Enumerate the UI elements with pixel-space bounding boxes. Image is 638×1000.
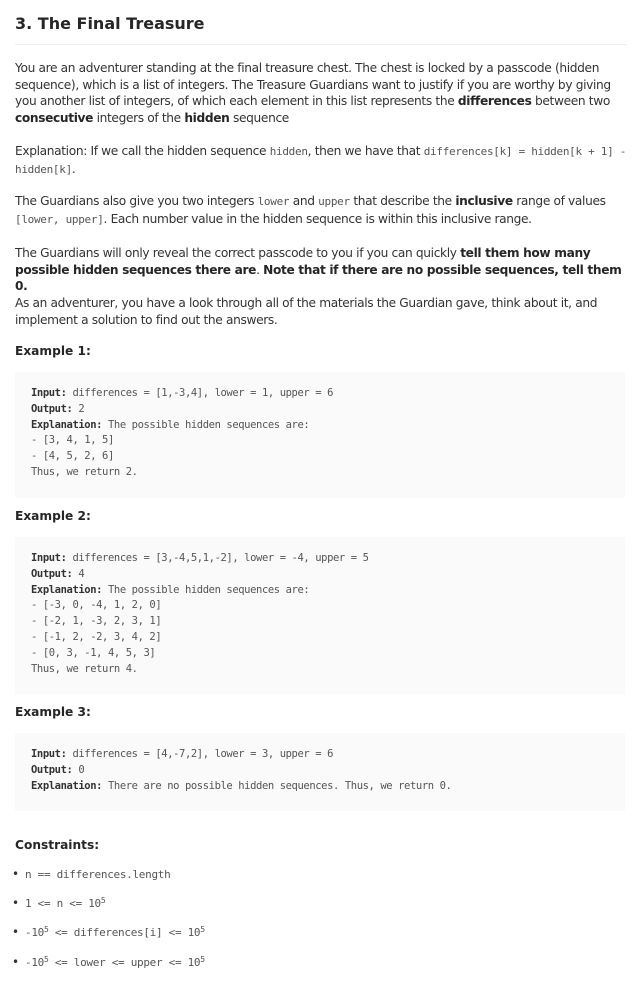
example-1-input-label: Input: <box>31 387 67 399</box>
constraint-text: -10 <box>25 926 44 939</box>
adventurer-paragraph: As an adventurer, you have a look through all of the materials the Guardian gave, think about it, and implement a solution to find out the answers. <box>15 296 598 327</box>
intro-text-2: between two <box>531 94 610 108</box>
reveal-bold-2: Note that if there are no possible sequences, tell them 0. <box>15 262 622 293</box>
example-3-output: 0 <box>72 763 85 776</box>
example-1-input: differences = [1,-3,4], lower = 1, upper = 6 <box>66 387 334 399</box>
example-1-line: - [4, 5, 2, 6] <box>31 450 114 463</box>
explanation-code-hidden: hidden <box>269 145 308 158</box>
constraint-text: 1 <= n <= 10 <box>25 897 101 910</box>
example-2-block <box>15 537 625 694</box>
constraint-item <box>25 926 205 939</box>
page-title: 3. The Final Treasure <box>15 0 627 45</box>
explanation-code-formula: differences[k] = hidden[k + 1] - hidden[k] <box>15 145 627 176</box>
constraint-item <box>25 956 205 969</box>
guardians-paragraph <box>15 193 629 228</box>
reveal-paragraph <box>15 245 629 295</box>
constraint-superscript: 5 <box>43 925 49 934</box>
explanation-text-1: Explanation: If we call the hidden sequence <box>15 144 270 158</box>
example-1-explanation: The possible hidden sequences are: <box>102 418 310 431</box>
guardians-text-5: . Each number value in the hidden sequence is within this inclusive range. <box>103 211 532 226</box>
guardians-code-lower: lower <box>257 195 290 208</box>
example-2-line: - [-2, 1, -3, 2, 3, 1] <box>31 615 162 628</box>
constraint-item <box>25 897 105 910</box>
example-3-explanation: There are no possible hidden sequences. Thus, we return 0. <box>102 779 452 792</box>
example-1-explanation-label: Explanation: <box>31 418 103 431</box>
example-2-explanation-label: Explanation: <box>31 583 103 596</box>
example-3-title: Example 3: <box>15 705 91 719</box>
reveal-bold-1: tell them how many possible hidden sequences there are <box>15 246 591 277</box>
example-3-explanation-label: Explanation: <box>31 779 103 792</box>
guardians-code-range: [lower, upper] <box>15 212 104 226</box>
constraint-text: <= lower <= upper <= 10 <box>48 956 201 969</box>
example-2-title: Example 2: <box>15 509 91 523</box>
example-2-explanation: The possible hidden sequences are: <box>102 583 310 596</box>
example-2-input: differences = [3,-4,5,1,-2], lower = -4, upper = 5 <box>66 552 369 564</box>
intro-bold-hidden: hidden <box>184 110 230 125</box>
guardians-bold-inclusive: inclusive <box>455 194 513 208</box>
constraint-superscript: 5 <box>200 955 205 964</box>
example-2-line: - [0, 3, -1, 4, 5, 3] <box>31 646 156 659</box>
constraint-superscript: 5 <box>200 925 205 934</box>
reveal-text-2: . <box>256 262 264 277</box>
intro-text-3: integers of the <box>93 110 185 125</box>
constraint-superscript: 5 <box>100 896 106 905</box>
example-1-output-label: Output: <box>31 402 73 415</box>
guardians-code-upper: upper <box>318 195 350 208</box>
example-2-input-label: Input: <box>31 552 67 564</box>
example-2-line: Thus, we return 4. <box>31 662 138 675</box>
explanation-text-2: , then we have that <box>307 144 424 158</box>
reveal-text-1: The Guardians will only reveal the correct passcode to you if you can quickly <box>15 246 461 260</box>
intro-text-4: sequence <box>229 110 289 125</box>
example-3-block <box>15 733 625 811</box>
constraint-text: -10 <box>25 956 44 969</box>
explanation-paragraph <box>15 143 629 178</box>
example-2-line: - [-1, 2, -2, 3, 4, 2] <box>31 630 162 643</box>
intro-bold-consecutive: consecutive <box>15 110 94 125</box>
constraint-text: n == differences.length <box>25 868 171 881</box>
intro-bold-differences: differences <box>457 94 532 108</box>
guardians-text-1: The Guardians also give you two integers <box>15 194 258 208</box>
constraint-text: <= differences[i] <= 10 <box>48 926 201 939</box>
guardians-text-4: range of values <box>512 194 606 208</box>
example-3-input-label: Input: <box>31 748 67 760</box>
explanation-text-3: . <box>71 161 76 176</box>
example-3-input: differences = [4,-7,2], lower = 3, upper = 6 <box>66 748 334 760</box>
constraint-item <box>25 868 170 881</box>
constraint-superscript: 5 <box>43 955 49 964</box>
guardians-text-2: and <box>289 194 319 208</box>
example-2-line: - [-3, 0, -4, 1, 2, 0] <box>31 599 162 612</box>
example-1-title: Example 1: <box>15 344 91 358</box>
example-1-line: - [3, 4, 1, 5] <box>31 434 114 447</box>
example-1-block <box>15 372 625 498</box>
guardians-text-3: that describe the <box>349 194 456 208</box>
example-2-output: 4 <box>72 567 85 580</box>
intro-text-1: You are an adventurer standing at the final treasure chest. The chest is locked by a passcode (hidden sequence), which is a list of integers. The Treasure Guardians want to justify if you are worthy by giving you another list of integers, of which each element in this list represents the <box>15 61 611 108</box>
example-1-output: 2 <box>72 402 85 415</box>
example-1-line: Thus, we return 2. <box>31 465 138 478</box>
example-2-output-label: Output: <box>31 567 73 580</box>
example-3-output-label: Output: <box>31 763 73 776</box>
constraints-title: Constraints: <box>15 838 100 852</box>
intro-paragraph <box>15 60 629 126</box>
